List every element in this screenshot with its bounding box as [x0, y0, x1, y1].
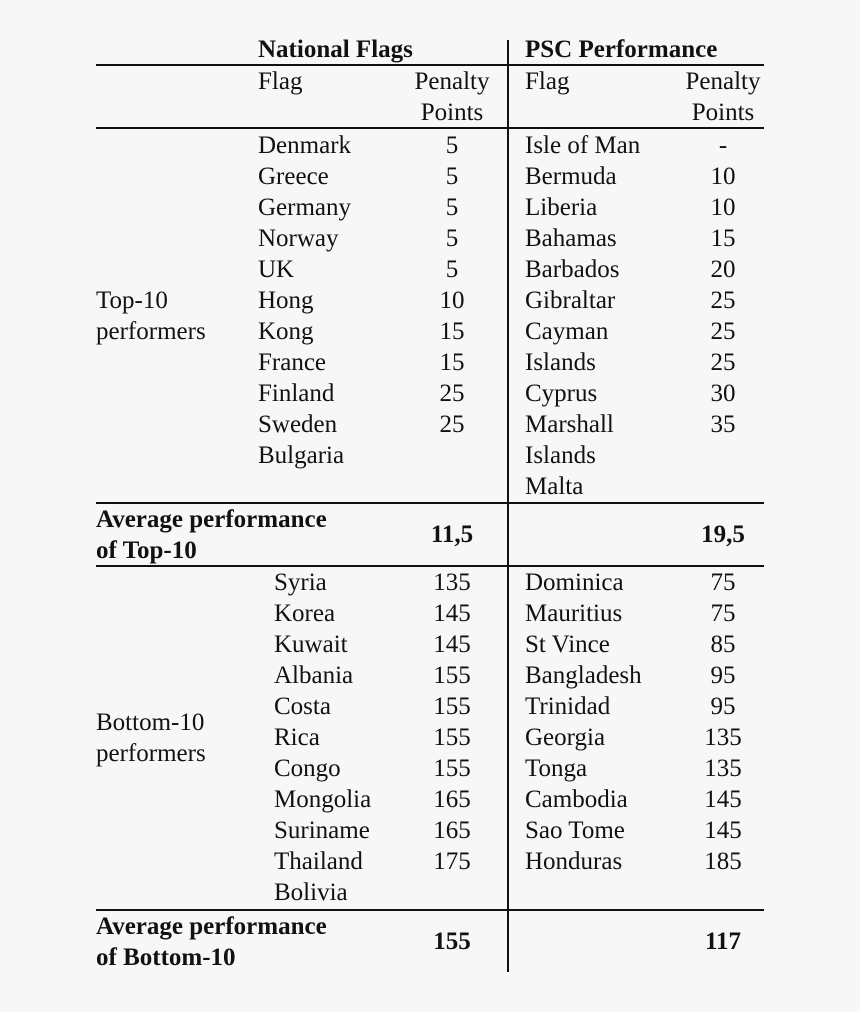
flag-name: Bermuda — [525, 163, 617, 190]
flag-name: Trinidad — [525, 693, 611, 720]
flag-name: Finland — [258, 380, 335, 407]
penalty-value: 165 — [433, 817, 471, 844]
flag-name: Suriname — [274, 817, 370, 844]
top-average-psc: 19,5 — [701, 521, 745, 548]
bottom-national-points — [417, 567, 487, 877]
penalty-value: 15 — [710, 225, 736, 252]
penalty-value: 135 — [704, 724, 742, 751]
group-label-line: Top-10 — [96, 287, 168, 314]
bottom-national-flags — [274, 567, 371, 908]
bottom-average-label — [96, 911, 327, 973]
col-penalty-national — [405, 66, 499, 128]
penalty-value: 155 — [433, 755, 471, 782]
penalty-value: 135 — [433, 569, 471, 596]
group-label-line: performers — [96, 318, 206, 345]
col-flag-psc: Flag — [525, 68, 570, 95]
penalty-value: 25 — [710, 318, 736, 345]
flag-name: Syria — [274, 569, 327, 596]
penalty-value: 10 — [710, 194, 736, 221]
penalty-value: 5 — [445, 194, 459, 221]
flag-name: Georgia — [525, 724, 606, 751]
flag-name: Dominica — [525, 569, 624, 596]
flag-name: Congo — [274, 755, 341, 782]
header-national-flags: National Flags — [258, 36, 413, 63]
penalty-value: 145 — [704, 817, 742, 844]
penalty-value: 10 — [710, 163, 736, 190]
penalty-value: 95 — [710, 693, 736, 720]
bottom-psc-flags — [525, 567, 642, 877]
flag-name: Kuwait — [274, 631, 348, 658]
penalty-value: 5 — [445, 132, 459, 159]
penalty-value: 5 — [445, 256, 459, 283]
flag-name: Korea — [274, 600, 336, 627]
penalty-value: 95 — [710, 662, 736, 689]
flag-name: Barbados — [525, 256, 620, 283]
penalty-value: 85 — [710, 631, 736, 658]
penalty-value: 35 — [710, 411, 736, 438]
penalty-value: 75 — [710, 569, 736, 596]
penalty-value: 75 — [710, 600, 736, 627]
flag-name: Islands — [525, 442, 596, 469]
flag-name: Thailand — [274, 848, 363, 875]
flag-name: Marshall — [525, 411, 614, 438]
col-penalty-psc — [676, 66, 770, 128]
flag-name: Germany — [258, 194, 352, 221]
penalty-value: 25 — [710, 287, 736, 314]
top-psc-points — [693, 130, 753, 440]
flag-name: Gibraltar — [525, 287, 616, 314]
penalty-value: 25 — [439, 411, 465, 438]
penalty-value: 15 — [439, 318, 465, 345]
penalty-value: 10 — [439, 287, 465, 314]
penalty-value: 25 — [710, 349, 736, 376]
flag-name: UK — [258, 256, 295, 283]
flag-name: Costa — [274, 693, 331, 720]
flag-name: France — [258, 349, 327, 376]
group-label-line: Bottom-10 — [96, 709, 205, 736]
penalty-value: 155 — [433, 724, 471, 751]
flag-name: Cambodia — [525, 786, 628, 813]
average-label-line: of Top-10 — [96, 537, 197, 564]
penalty-value: 145 — [433, 631, 471, 658]
penalty-value: 5 — [445, 225, 459, 252]
flag-name: Denmark — [258, 132, 352, 159]
flag-name: Cayman — [525, 318, 609, 345]
flag-name: Islands — [525, 349, 596, 376]
top-national-points — [422, 130, 482, 440]
flag-name: Sao Tome — [525, 817, 625, 844]
flag-name: Bolivia — [274, 879, 348, 906]
penalty-value: 145 — [433, 600, 471, 627]
flag-name: Tonga — [525, 755, 588, 782]
flag-name: Norway — [258, 225, 339, 252]
penalty-value: 165 — [433, 786, 471, 813]
flag-name: Hong — [258, 287, 314, 314]
penalty-value: 5 — [445, 163, 459, 190]
flag-name: Cyprus — [525, 380, 598, 407]
col-flag-national: Flag — [258, 68, 303, 95]
flag-name: Mauritius — [525, 600, 623, 627]
flag-name: Honduras — [525, 848, 623, 875]
penalty-line-1: Penalty — [685, 68, 761, 95]
penalty-value: 155 — [433, 662, 471, 689]
flag-name: Bulgaria — [258, 442, 345, 469]
average-label-line: Average performance — [96, 506, 327, 533]
flag-name: Sweden — [258, 411, 338, 438]
flag-name: Isle of Man — [525, 132, 641, 159]
column-divider — [507, 40, 509, 972]
penalty-value: 30 — [710, 380, 736, 407]
penalty-value: 135 — [704, 755, 742, 782]
average-label-line: Average performance — [96, 913, 327, 940]
flag-name: Mongolia — [274, 786, 372, 813]
flag-name: Albania — [274, 662, 354, 689]
penalty-value: 25 — [439, 380, 465, 407]
penalty-line-2: Points — [691, 99, 755, 126]
flag-name: Malta — [525, 473, 584, 500]
penalty-value: 185 — [704, 848, 742, 875]
bottom-group-label — [96, 707, 206, 769]
header-psc-performance: PSC Performance — [525, 36, 718, 63]
flag-name: Bangladesh — [525, 662, 642, 689]
top-average-label — [96, 504, 327, 566]
top-group-label — [96, 285, 206, 347]
penalty-value: 145 — [704, 786, 742, 813]
bottom-psc-points — [688, 567, 758, 877]
bottom-average-national: 155 — [433, 928, 471, 955]
penalty-line-2: Points — [420, 99, 484, 126]
bottom-average-psc: 117 — [704, 928, 742, 955]
flag-name: Liberia — [525, 194, 598, 221]
flag-name: Greece — [258, 163, 329, 190]
penalty-value: 175 — [433, 848, 471, 875]
group-label-line: performers — [96, 740, 206, 767]
flag-name: Bahamas — [525, 225, 617, 252]
penalty-value: 20 — [710, 256, 736, 283]
flag-name: St Vince — [525, 631, 610, 658]
penalty-value: - — [718, 132, 728, 159]
penalty-line-1: Penalty — [414, 68, 490, 95]
flag-name: Kong — [258, 318, 314, 345]
average-label-line: of Bottom-10 — [96, 944, 236, 971]
top-average-national: 11,5 — [430, 521, 474, 548]
penalty-value: 15 — [439, 349, 465, 376]
top-national-flags — [258, 130, 351, 471]
flag-name: Rica — [274, 724, 320, 751]
top-psc-flags — [525, 130, 640, 502]
penalty-value: 155 — [433, 693, 471, 720]
